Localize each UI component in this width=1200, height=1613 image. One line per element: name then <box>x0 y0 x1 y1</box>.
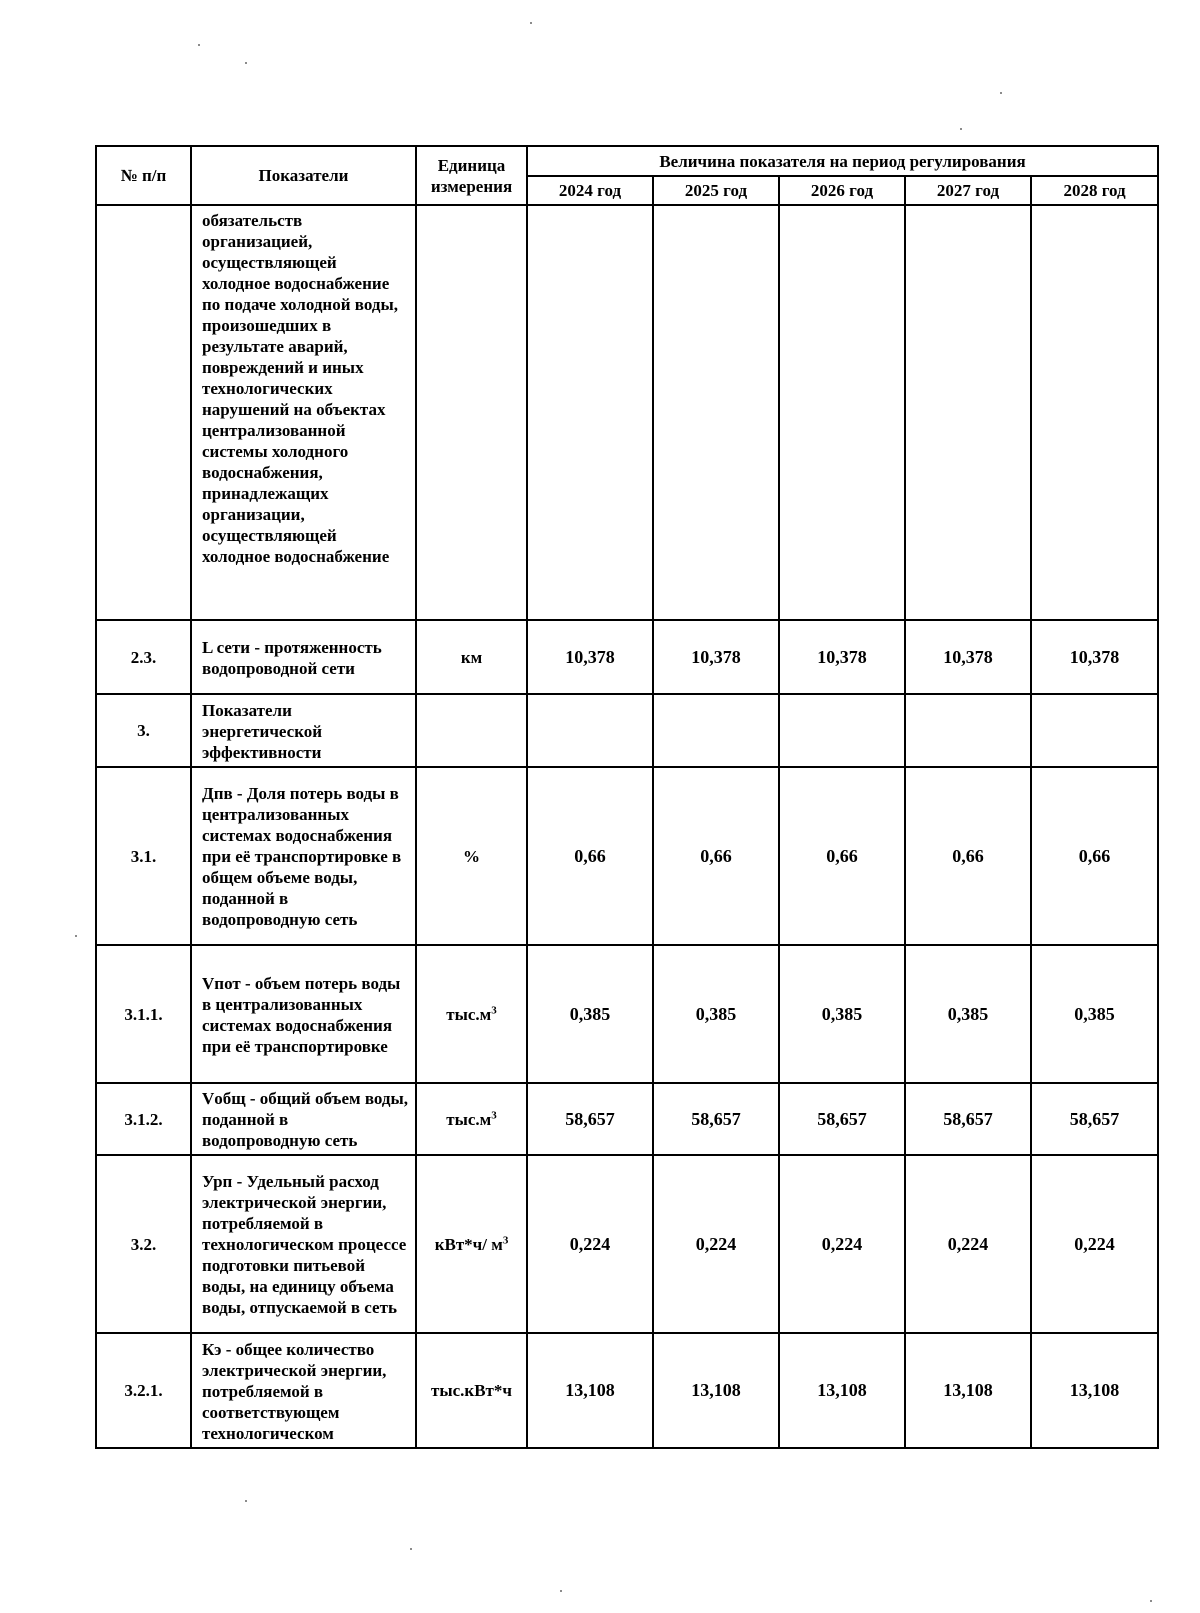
row-value: 13,108 <box>653 1333 779 1448</box>
row-value: 0,66 <box>1031 767 1158 945</box>
unit-superscript: 3 <box>491 1108 497 1121</box>
row-value <box>779 694 905 767</box>
row-value: 10,378 <box>653 620 779 694</box>
row-indicator: L сети - протяженность водопроводной сети <box>191 620 416 694</box>
row-unit <box>416 1155 527 1333</box>
row-value: 0,385 <box>905 945 1031 1083</box>
unit-text: кВт*ч/ м <box>434 1234 503 1254</box>
header-num: № п/п <box>96 146 191 205</box>
row-value: 10,378 <box>905 620 1031 694</box>
row-value: 0,385 <box>527 945 653 1083</box>
header-indicator: Показатели <box>191 146 416 205</box>
indicators-table <box>95 145 1159 1449</box>
row-value: 13,108 <box>527 1333 653 1448</box>
row-value: 58,657 <box>779 1083 905 1155</box>
scan-speck <box>1000 92 1002 94</box>
row-value <box>527 694 653 767</box>
row-value: 0,66 <box>779 767 905 945</box>
row-number <box>96 205 191 620</box>
row-value <box>527 205 653 620</box>
scan-speck <box>198 44 200 46</box>
row-indicator: Кэ - общее количество электрической энергии, потребляемой в соответствующем технологическом <box>191 1333 416 1448</box>
row-unit <box>416 620 527 694</box>
row-number: 3.2. <box>96 1155 191 1333</box>
unit-text: % <box>463 846 480 866</box>
row-unit <box>416 694 527 767</box>
row-number: 3.1.1. <box>96 945 191 1083</box>
row-unit <box>416 945 527 1083</box>
table-row <box>96 945 1158 1083</box>
row-value: 0,224 <box>905 1155 1031 1333</box>
row-value: 58,657 <box>1031 1083 1158 1155</box>
row-value: 10,378 <box>1031 620 1158 694</box>
row-indicator: Дпв - Доля потерь воды в централизованных системах водоснабжения при её транспортировке в общем объеме воды, поданной в водопроводную сеть <box>191 767 416 945</box>
row-value <box>905 205 1031 620</box>
header-year: 2024 год <box>527 176 653 205</box>
table-row <box>96 694 1158 767</box>
row-indicator: Показатели энергетической эффективности <box>191 694 416 767</box>
row-value: 58,657 <box>905 1083 1031 1155</box>
table-row <box>96 205 1158 620</box>
scan-speck <box>75 935 77 937</box>
row-number: 2.3. <box>96 620 191 694</box>
header-row-1 <box>96 146 1158 176</box>
row-value: 0,385 <box>779 945 905 1083</box>
row-value <box>653 205 779 620</box>
row-unit <box>416 1083 527 1155</box>
row-unit <box>416 767 527 945</box>
header-unit: Единица измерения <box>416 146 527 205</box>
unit-text: тыс.м <box>446 1109 492 1129</box>
table-row <box>96 767 1158 945</box>
row-number: 3.1.2. <box>96 1083 191 1155</box>
scan-speck <box>245 1500 247 1502</box>
row-unit <box>416 1333 527 1448</box>
row-value <box>779 205 905 620</box>
row-unit <box>416 205 527 620</box>
row-value: 0,66 <box>527 767 653 945</box>
row-value: 0,224 <box>1031 1155 1158 1333</box>
scan-speck <box>245 62 247 64</box>
row-value <box>1031 205 1158 620</box>
header-year: 2028 год <box>1031 176 1158 205</box>
row-value: 0,224 <box>653 1155 779 1333</box>
scan-speck <box>410 1548 412 1550</box>
row-value <box>905 694 1031 767</box>
row-value: 0,66 <box>653 767 779 945</box>
header-period: Величина показателя на период регулирования <box>527 146 1158 176</box>
row-value: 0,385 <box>1031 945 1158 1083</box>
scan-speck <box>530 22 532 24</box>
row-value: 0,385 <box>653 945 779 1083</box>
row-indicator: Vобщ - общий объем воды, поданной в водопроводную сеть <box>191 1083 416 1155</box>
row-indicator: Урп - Удельный расход электрической энергии, потребляемой в технологическом процессе подготовки питьевой воды, на единицу объема воды, отпускаемой в сеть <box>191 1155 416 1333</box>
row-value: 10,378 <box>527 620 653 694</box>
header-year: 2026 год <box>779 176 905 205</box>
row-value <box>1031 694 1158 767</box>
table-row <box>96 1333 1158 1448</box>
row-value: 10,378 <box>779 620 905 694</box>
row-indicator: обязательств организацией, осуществляющей холодное водоснабжение по подаче холодной воды, произошедших в результате аварий, повреждений и иных технологических нарушений на объектах централизованной системы холодного водоснабжения, принадлежащих организации, осуществляющей холодное водоснабжение <box>191 205 416 620</box>
row-value: 58,657 <box>653 1083 779 1155</box>
unit-superscript: 3 <box>491 1003 497 1016</box>
table-row <box>96 620 1158 694</box>
table-row <box>96 1083 1158 1155</box>
row-indicator: Vпот - объем потерь воды в централизованных системах водоснабжения при её транспортировке <box>191 945 416 1083</box>
row-value: 0,224 <box>779 1155 905 1333</box>
row-value: 13,108 <box>1031 1333 1158 1448</box>
scan-speck <box>1150 1600 1152 1602</box>
row-number: 3. <box>96 694 191 767</box>
unit-text: км <box>460 647 483 667</box>
header-year: 2025 год <box>653 176 779 205</box>
row-value: 0,66 <box>905 767 1031 945</box>
scan-speck <box>960 128 962 130</box>
row-value: 0,224 <box>527 1155 653 1333</box>
row-number: 3.2.1. <box>96 1333 191 1448</box>
table-row <box>96 1155 1158 1333</box>
row-value <box>653 694 779 767</box>
unit-superscript: 3 <box>502 1233 509 1246</box>
row-value: 13,108 <box>905 1333 1031 1448</box>
row-value: 13,108 <box>779 1333 905 1448</box>
unit-text: тыс.м <box>446 1004 492 1024</box>
scan-speck <box>560 1590 562 1592</box>
unit-text: тыс.кВт*ч <box>431 1381 512 1400</box>
row-number: 3.1. <box>96 767 191 945</box>
row-value: 58,657 <box>527 1083 653 1155</box>
header-year: 2027 год <box>905 176 1031 205</box>
